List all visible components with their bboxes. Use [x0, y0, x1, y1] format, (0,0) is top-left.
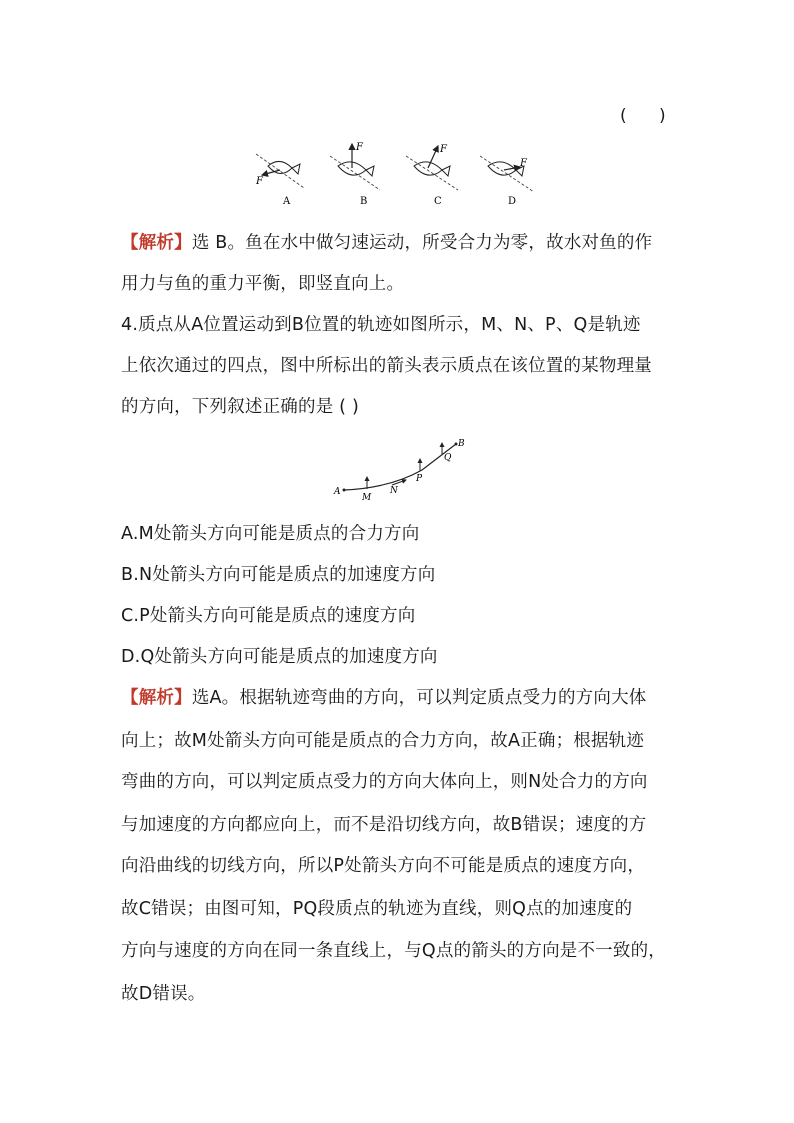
analysis-tag: 【解析】 — [121, 688, 192, 708]
q4-option-b: B.N处箭头方向可能是质点的加速度方向 — [121, 565, 436, 585]
q4-stem-line-2: 上依次通过的四点，图中所标出的箭头表示质点在该位置的某物理量 — [121, 356, 652, 376]
q4-option-c: C.P处箭头方向可能是质点的速度方向 — [121, 606, 416, 626]
q4-analysis-line-2: 向上；故M处箭头方向可能是质点的合力方向，故A正确；根据轨迹 — [121, 731, 645, 751]
point-m-label: M — [362, 493, 372, 503]
q4-stem-line-1: 4.质点从A位置运动到B位置的轨迹如图所示，M、N、P、Q是轨迹 — [121, 315, 641, 335]
svg-text:B: B — [360, 196, 368, 207]
fish-option-c — [406, 144, 458, 207]
analysis-tag: 【解析】 — [121, 233, 192, 253]
svg-text:D: D — [508, 196, 517, 207]
point-b-label: B — [458, 439, 465, 449]
point-n-label: N — [390, 486, 398, 496]
fish-option-d — [480, 156, 534, 207]
q3-analysis-line-1: 【解析】选 B。鱼在水中做匀速运动，所受合力为零，故水对鱼的作 — [121, 233, 653, 253]
point-a-label: A — [334, 487, 341, 497]
svg-text:F: F — [356, 142, 363, 153]
svg-text:A: A — [283, 196, 291, 207]
q4-analysis-line-7: 方向与速度的方向在同一条直线上，与Q点的箭头的方向是不一致的， — [121, 941, 666, 961]
q3-analysis-line-2: 用力与鱼的重力平衡，即竖直向上。 — [121, 274, 405, 294]
fish-option-a — [255, 154, 304, 207]
svg-text:F: F — [256, 176, 263, 187]
fish-force-figure — [250, 140, 540, 212]
point-q-label: Q — [444, 453, 452, 463]
q4-option-d: D.Q处箭头方向可能是质点的加速度方向 — [121, 647, 438, 667]
point-p-label: P — [416, 474, 423, 484]
q4-option-a: A.M处箭头方向可能是质点的合力方向 — [121, 524, 420, 544]
q4-analysis-line-4: 与加速度的方向都应向上，而不是沿切线方向，故B错误；速度的方 — [121, 815, 647, 835]
svg-text:F: F — [440, 144, 447, 155]
svg-text:F: F — [520, 158, 527, 169]
q4-stem-line-3: 的方向，下列叙述正确的是 ( ) — [121, 397, 359, 417]
q4-analysis-line-5: 向沿曲线的切线方向，所以P处箭头方向不可能是质点的速度方向， — [121, 856, 646, 876]
q3-answer-parentheses: ( ) — [620, 106, 666, 126]
q4-analysis-line-1: 【解析】选A。根据轨迹弯曲的方向，可以判定质点受力的方向大体 — [121, 688, 647, 708]
trajectory-figure — [330, 432, 475, 504]
q4-analysis-line-6: 故C错误；由图可知，PQ段质点的轨迹为直线，则Q点的加速度的 — [121, 899, 633, 919]
fish-option-b — [330, 142, 380, 207]
q4-analysis-line-3: 弯曲的方向，可以判定质点受力的方向大体向上，则N处合力的方向 — [121, 772, 648, 792]
svg-text:C: C — [434, 196, 442, 207]
q4-analysis-line-8: 故D错误。 — [121, 984, 206, 1004]
